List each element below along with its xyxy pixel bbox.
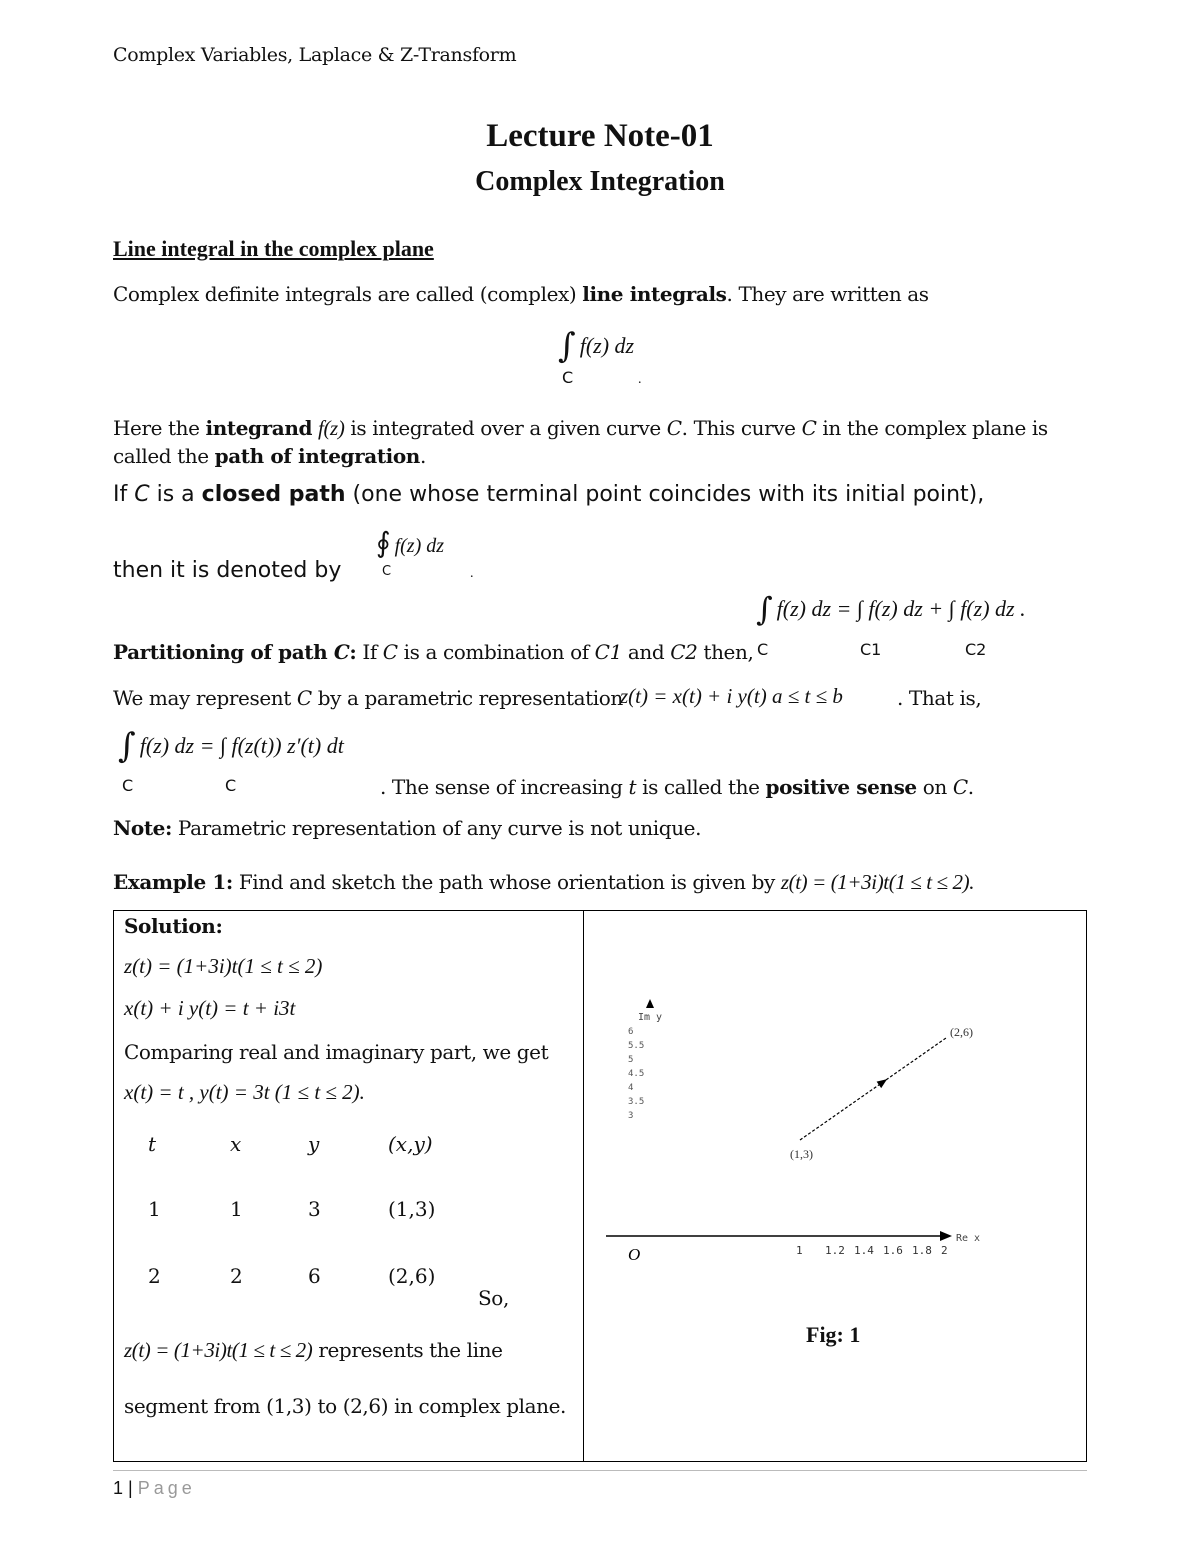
partition-paragraph — [113, 640, 753, 664]
solution-line-1: z(t) = (1+3i)t(1 ≤ t ≤ 2) — [124, 954, 323, 978]
solution-heading — [124, 914, 222, 938]
y-tick-labels — [628, 1027, 644, 1121]
example-label: Example 1: — [113, 870, 233, 894]
partition-c2: C2 — [670, 640, 698, 664]
integral-subscript: C — [562, 368, 574, 387]
y-tick-label: 4 — [628, 1083, 634, 1093]
x-tick-labels — [796, 1244, 948, 1257]
partition-sub-c2: C2 — [965, 640, 987, 659]
table-row — [124, 1239, 479, 1306]
x-tick-label: 1.4 — [854, 1244, 874, 1257]
solution-line-3: Comparing real and imaginary part, we get — [124, 1040, 549, 1064]
y-tick-label: 4.5 — [628, 1069, 645, 1079]
x-tick-label: 1 — [796, 1244, 803, 1257]
contour-expression: f(z) dz — [394, 535, 445, 557]
origin-label: O — [628, 1245, 641, 1264]
y-tick-label: 5 — [628, 1055, 634, 1065]
sense-c: C — [952, 775, 968, 799]
table-cell: 2 — [148, 1264, 161, 1288]
example-paragraph — [113, 870, 974, 895]
table-cell: 3 — [308, 1197, 321, 1221]
p2-text-b: is integrated over a given curve — [344, 416, 667, 440]
partition-c: C — [382, 640, 398, 664]
y-tick-label: 5.5 — [628, 1041, 645, 1051]
intro-text-b: . They are written as — [726, 282, 929, 306]
sense-text-d: . — [967, 775, 974, 799]
partition-label: Partitioning of path — [113, 640, 334, 664]
contour-subscript: C — [382, 564, 392, 579]
figure-caption: Fig: 1 — [806, 1322, 861, 1347]
dot-mark: . — [638, 372, 642, 387]
page-title: Lecture Note-01 — [486, 118, 714, 154]
p3-text-b: . — [419, 444, 426, 468]
p3-text-a: called the — [113, 444, 215, 468]
y-axis-label: Im y — [638, 1012, 663, 1023]
table-cell: (2,6) — [388, 1264, 436, 1288]
solution-line-2: x(t) + i y(t) = t + i3t — [124, 996, 296, 1020]
integrand-term: integrand — [205, 416, 313, 440]
running-header: Complex Variables, Laplace & Z-Transform — [113, 44, 517, 66]
section-heading: Line integral in the complex plane — [113, 236, 434, 261]
p2-text-a: Here the — [113, 416, 206, 440]
intro-text-a: Complex definite integrals are called (complex) — [113, 282, 583, 306]
table-cell: 1 — [148, 1197, 161, 1221]
parametric-integral-formula — [118, 726, 344, 766]
partition-then: then, — [697, 640, 754, 664]
param-integral-sign: ∫ — [118, 726, 136, 766]
solution-line-4: x(t) = t , y(t) = 3t (1 ≤ t ≤ 2). — [124, 1080, 365, 1104]
integral-sign: ∫ — [558, 326, 576, 366]
partition-and: and — [621, 640, 671, 664]
param-text-b: by a parametric representation — [311, 686, 623, 710]
dot-mark-2: . — [470, 566, 474, 581]
direction-arrow-icon — [877, 1079, 887, 1088]
intro-bold-term: line integrals — [582, 282, 727, 306]
param-sub-1: C — [122, 776, 134, 795]
path-line-segment — [800, 1038, 946, 1140]
sense-text-b: is called the — [636, 775, 766, 799]
x-axis-arrow-icon — [940, 1231, 952, 1241]
partition-c1: C1 — [594, 640, 622, 664]
positive-sense-term: positive sense — [765, 775, 917, 799]
page-footer — [113, 1478, 196, 1499]
y-axis-arrow-icon — [646, 999, 654, 1008]
x-tick-label: 1.8 — [912, 1244, 932, 1257]
p2-curve-c: C — [666, 416, 682, 440]
parametric-paragraph — [113, 686, 623, 710]
intro-paragraph — [113, 282, 929, 306]
x-tick-label: 2 — [941, 1244, 948, 1257]
positive-sense-paragraph — [380, 775, 974, 799]
contour-integral-formula — [376, 526, 444, 559]
that-is-text: . That is, — [897, 686, 982, 710]
param-integral-expression: f(z) dz = ∫ f(z(t)) z′(t) dt — [139, 733, 344, 758]
table-cell: 2 — [230, 1264, 243, 1288]
partition-text-b: is a combination of — [397, 640, 595, 664]
footer-divider — [113, 1470, 1087, 1471]
table-header-cell: y — [308, 1132, 320, 1156]
table-header-row — [124, 1126, 479, 1162]
contour-integral-sign: ∮ — [376, 526, 391, 559]
conclusion-line-1 — [124, 1338, 503, 1363]
table-header-cell: (x,y) — [388, 1132, 433, 1156]
values-table — [124, 1126, 479, 1306]
page-number: 1 — [113, 1478, 124, 1498]
page-subtitle: Complex Integration — [475, 166, 725, 197]
path-sketch-figure — [590, 990, 1080, 1270]
x-tick-label: 1.2 — [825, 1244, 845, 1257]
y-tick-label: 3.5 — [628, 1097, 645, 1107]
param-c: C — [296, 686, 312, 710]
table-cell: (1,3) — [388, 1197, 436, 1221]
line-integral-formula — [558, 326, 634, 366]
integrand-function: f(z) — [318, 416, 345, 440]
x-axis-label: Re x — [956, 1233, 981, 1244]
partition-sub-c1: C1 — [860, 640, 882, 659]
partition-text-a: If — [356, 640, 383, 664]
p2-text-d: in the complex plane is — [816, 416, 1048, 440]
table-row — [124, 1162, 479, 1239]
note-paragraph — [113, 816, 701, 840]
conclusion-line-2: segment from (1,3) to (2,6) in complex plane. — [124, 1394, 566, 1418]
note-label: Note: — [113, 816, 172, 840]
example-text: Find and sketch the path whose orientation is given by — [232, 870, 781, 894]
end-point-label: (2,6) — [950, 1025, 973, 1039]
parametric-expression: z(t) = x(t) + i y(t) a ≤ t ≤ b — [620, 684, 843, 708]
start-point-label: (1,3) — [790, 1147, 813, 1161]
conclusion-expression: z(t) = (1+3i)t(1 ≤ t ≤ 2) — [124, 1338, 313, 1362]
note-text: Parametric representation of any curve is not unique. — [171, 816, 702, 840]
solution-divider — [583, 910, 584, 1462]
closed-text-d: (one whose terminal point coincides with its initial point), — [345, 482, 985, 507]
sense-text-c: on — [916, 775, 953, 799]
table-header-cell: x — [230, 1132, 242, 1156]
partition-integral-sign: ∫ — [756, 590, 773, 628]
partition-colon: : — [349, 640, 357, 664]
so-text: So, — [478, 1286, 509, 1310]
table-cell: 1 — [230, 1197, 243, 1221]
closed-path-term: closed path — [201, 482, 346, 507]
param-sub-2: C — [225, 776, 237, 795]
example-expression: z(t) = (1+3i)t(1 ≤ t ≤ 2). — [780, 870, 975, 894]
param-text-a: We may represent — [113, 686, 297, 710]
partition-label-c: C — [333, 640, 350, 664]
page-word: Page — [137, 1478, 196, 1498]
closed-text-b: is a — [149, 482, 202, 507]
path-paragraph — [113, 444, 426, 468]
integrand-paragraph — [113, 416, 1048, 441]
table-cell: 6 — [308, 1264, 321, 1288]
solution-heading-text: Solution: — [124, 914, 223, 938]
table-header-cell: t — [148, 1132, 157, 1156]
path-of-integration-term: path of integration — [214, 444, 420, 468]
partition-equation — [756, 590, 1026, 628]
y-tick-label: 3 — [628, 1111, 634, 1121]
closed-path-paragraph — [113, 482, 984, 507]
integral-expression: f(z) dz — [579, 333, 635, 358]
partition-expression: f(z) dz = ∫ f(z) dz + ∫ f(z) dz . — [776, 596, 1026, 621]
p2-curve-c2: C — [801, 416, 817, 440]
closed-text-a: If — [113, 482, 135, 507]
x-tick-label: 1.6 — [883, 1244, 903, 1257]
y-tick-label: 6 — [628, 1027, 634, 1037]
closed-c: C — [134, 482, 150, 507]
conclusion-text-a: represents the line — [312, 1338, 503, 1362]
closed-denoted-text: then it is denoted by — [113, 558, 342, 583]
p2-text-c: . This curve — [681, 416, 802, 440]
footer-separator: | — [123, 1478, 138, 1498]
sense-t: t — [628, 775, 637, 799]
sense-text-a: . The sense of increasing — [380, 775, 629, 799]
partition-sub-c: C — [757, 640, 769, 659]
